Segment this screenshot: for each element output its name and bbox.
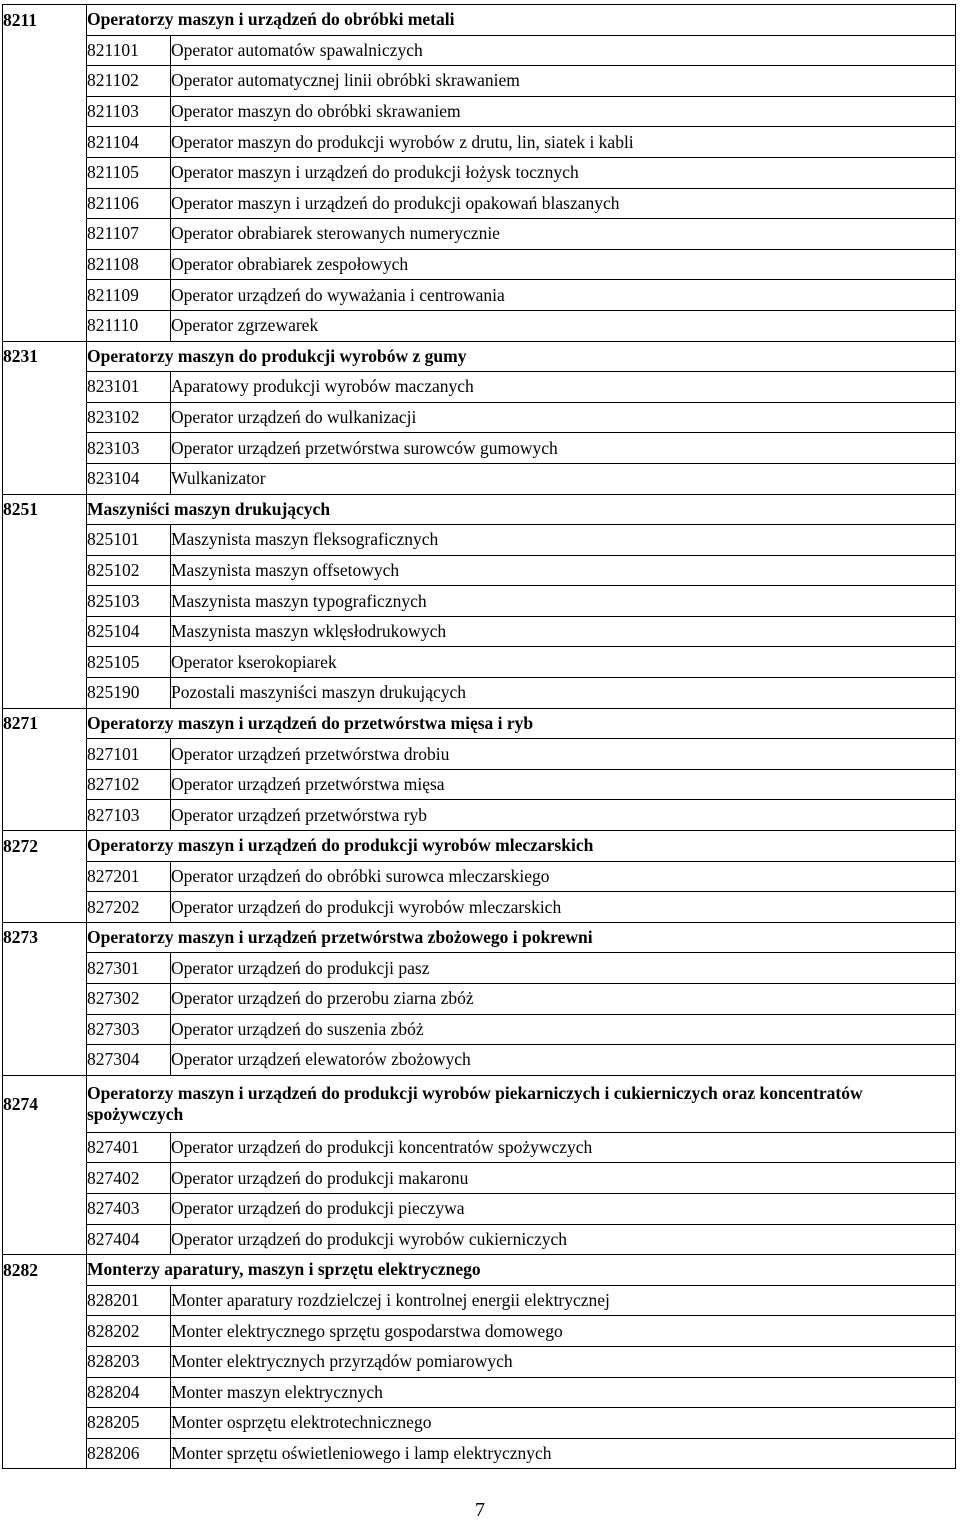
occupation-row [3, 433, 956, 464]
indent-cell [3, 96, 87, 127]
indent-cell [3, 739, 87, 770]
occupation-name: Maszynista maszyn fleksograficznych [171, 525, 956, 556]
occupation-row [3, 769, 956, 800]
group-row [3, 5, 956, 36]
occupation-code: 825104 [87, 616, 171, 647]
indent-cell [3, 1346, 87, 1377]
occupation-row [3, 647, 956, 678]
occupation-row [3, 310, 956, 341]
group-title: Operatorzy maszyn i urządzeń do produkcji wyrobów mleczarskich [87, 831, 956, 862]
group-row [3, 708, 956, 739]
indent-cell [3, 800, 87, 831]
occupation-row [3, 1224, 956, 1255]
occupation-row [3, 1346, 956, 1377]
occupation-row [3, 157, 956, 188]
occupation-code: 827404 [87, 1224, 171, 1255]
occupation-name: Maszynista maszyn typograficznych [171, 586, 956, 617]
occupation-name: Operator maszyn i urządzeń do produkcji łożysk tocznych [171, 157, 956, 188]
occupation-row [3, 1045, 956, 1076]
occupation-name: Operator urządzeń przetwórstwa ryb [171, 800, 956, 831]
occupation-name: Operator zgrzewarek [171, 310, 956, 341]
occupation-name: Operator maszyn do obróbki skrawaniem [171, 96, 956, 127]
occupation-row [3, 892, 956, 923]
occupation-name: Wulkanizator [171, 463, 956, 494]
occupation-name: Pozostali maszyniści maszyn drukujących [171, 678, 956, 709]
occupation-row [3, 35, 956, 66]
occupation-code: 821108 [87, 249, 171, 280]
occupation-name: Operator obrabiarek sterowanych numerycznie [171, 219, 956, 250]
occupation-name: Operator maszyn do produkcji wyrobów z drutu, lin, siatek i kabli [171, 127, 956, 158]
indent-cell [3, 525, 87, 556]
occupation-name: Operator urządzeń do produkcji makaronu [171, 1163, 956, 1194]
occupation-code: 821105 [87, 157, 171, 188]
indent-cell [3, 66, 87, 97]
occupation-name: Maszynista maszyn offsetowych [171, 555, 956, 586]
indent-cell [3, 402, 87, 433]
indent-cell [3, 280, 87, 311]
occupation-code: 821102 [87, 66, 171, 97]
group-title: Operatorzy maszyn i urządzeń do obróbki metali [87, 5, 956, 36]
occupation-row [3, 1132, 956, 1163]
indent-cell [3, 1316, 87, 1347]
occupation-code: 827401 [87, 1132, 171, 1163]
occupation-row [3, 555, 956, 586]
occupation-code-table [2, 4, 956, 1469]
occupation-code: 821110 [87, 310, 171, 341]
occupation-code: 825105 [87, 647, 171, 678]
group-code: 8271 [3, 708, 87, 739]
occupation-row [3, 1408, 956, 1439]
occupation-code: 827202 [87, 892, 171, 923]
occupation-code: 821106 [87, 188, 171, 219]
group-row [3, 922, 956, 953]
occupation-code: 825102 [87, 555, 171, 586]
occupation-row [3, 1377, 956, 1408]
group-row [3, 494, 956, 525]
occupation-name: Monter osprzętu elektrotechnicznego [171, 1408, 956, 1439]
group-title: Operatorzy maszyn i urządzeń do przetwórstwa mięsa i ryb [87, 708, 956, 739]
group-code: 8211 [3, 5, 87, 36]
occupation-row [3, 249, 956, 280]
occupation-name: Monter elektrycznych przyrządów pomiarowych [171, 1346, 956, 1377]
occupation-name: Operator urządzeń do suszenia zbóż [171, 1014, 956, 1045]
indent-cell [3, 1193, 87, 1224]
occupation-code: 827304 [87, 1045, 171, 1076]
indent-cell [3, 616, 87, 647]
group-code: 8282 [3, 1255, 87, 1286]
group-title: Monterzy aparatury, maszyn i sprzętu elektrycznego [87, 1255, 956, 1286]
occupation-code: 821104 [87, 127, 171, 158]
occupation-name: Operator urządzeń przetwórstwa surowców gumowych [171, 433, 956, 464]
occupation-row [3, 188, 956, 219]
occupation-name: Operator automatów spawalniczych [171, 35, 956, 66]
group-row [3, 831, 956, 862]
group-title: Maszyniści maszyn drukujących [87, 494, 956, 525]
occupation-name: Operator urządzeń do przerobu ziarna zbóż [171, 984, 956, 1015]
occupation-row [3, 127, 956, 158]
occupation-row [3, 66, 956, 97]
occupation-row [3, 96, 956, 127]
group-title: Operatorzy maszyn do produkcji wyrobów z gumy [87, 341, 956, 372]
indent-cell [3, 1377, 87, 1408]
indent-cell [3, 433, 87, 464]
occupation-code: 827301 [87, 953, 171, 984]
group-code: 8274 [3, 1075, 87, 1132]
occupation-name: Operator urządzeń do produkcji wyrobów mleczarskich [171, 892, 956, 923]
occupation-row [3, 463, 956, 494]
occupation-name: Monter maszyn elektrycznych [171, 1377, 956, 1408]
occupation-name: Operator urządzeń elewatorów zbożowych [171, 1045, 956, 1076]
occupation-row [3, 525, 956, 556]
occupation-row [3, 1014, 956, 1045]
occupation-code: 828202 [87, 1316, 171, 1347]
occupation-code: 828204 [87, 1377, 171, 1408]
group-row [3, 341, 956, 372]
occupation-code: 825190 [87, 678, 171, 709]
indent-cell [3, 127, 87, 158]
occupation-name: Operator maszyn i urządzeń do produkcji opakowań blaszanych [171, 188, 956, 219]
group-title: Operatorzy maszyn i urządzeń do produkcji wyrobów piekarniczych i cukierniczych oraz koncentratów spożywczych [87, 1075, 956, 1132]
group-row [3, 1075, 956, 1132]
occupation-code: 821107 [87, 219, 171, 250]
occupation-name: Monter elektrycznego sprzętu gospodarstwa domowego [171, 1316, 956, 1347]
occupation-code: 821109 [87, 280, 171, 311]
occupation-name: Operator urządzeń do produkcji wyrobów cukierniczych [171, 1224, 956, 1255]
occupation-row [3, 586, 956, 617]
occupation-code: 827403 [87, 1193, 171, 1224]
occupation-code: 827303 [87, 1014, 171, 1045]
group-code: 8231 [3, 341, 87, 372]
occupation-code: 828203 [87, 1346, 171, 1377]
occupation-code: 823104 [87, 463, 171, 494]
occupation-row [3, 984, 956, 1015]
indent-cell [3, 1408, 87, 1439]
occupation-code: 827101 [87, 739, 171, 770]
indent-cell [3, 1132, 87, 1163]
occupation-name: Operator kserokopiarek [171, 647, 956, 678]
indent-cell [3, 769, 87, 800]
occupation-code: 821101 [87, 35, 171, 66]
occupation-row [3, 1193, 956, 1224]
occupation-name: Operator urządzeń do produkcji pieczywa [171, 1193, 956, 1224]
occupation-code: 827201 [87, 861, 171, 892]
indent-cell [3, 219, 87, 250]
occupation-row [3, 402, 956, 433]
indent-cell [3, 555, 87, 586]
occupation-name: Operator urządzeń przetwórstwa drobiu [171, 739, 956, 770]
indent-cell [3, 463, 87, 494]
indent-cell [3, 861, 87, 892]
occupation-name: Operator urządzeń do wyważania i centrowania [171, 280, 956, 311]
indent-cell [3, 586, 87, 617]
occupation-row [3, 616, 956, 647]
occupation-row [3, 1316, 956, 1347]
occupation-code: 825103 [87, 586, 171, 617]
occupation-code: 823101 [87, 372, 171, 403]
occupation-name: Operator automatycznej linii obróbki skrawaniem [171, 66, 956, 97]
indent-cell [3, 984, 87, 1015]
occupation-row [3, 678, 956, 709]
indent-cell [3, 249, 87, 280]
occupation-code: 827102 [87, 769, 171, 800]
occupation-code: 828201 [87, 1285, 171, 1316]
occupation-row [3, 280, 956, 311]
indent-cell [3, 1014, 87, 1045]
occupation-code: 821103 [87, 96, 171, 127]
indent-cell [3, 372, 87, 403]
occupation-row [3, 1285, 956, 1316]
group-code: 8273 [3, 922, 87, 953]
indent-cell [3, 188, 87, 219]
occupation-row [3, 1438, 956, 1469]
indent-cell [3, 1163, 87, 1194]
occupation-name: Operator urządzeń do produkcji koncentratów spożywczych [171, 1132, 956, 1163]
group-title: Operatorzy maszyn i urządzeń przetwórstwa zbożowego i pokrewni [87, 922, 956, 953]
occupation-row [3, 800, 956, 831]
occupation-name: Operator urządzeń do obróbki surowca mleczarskiego [171, 861, 956, 892]
occupation-name: Operator urządzeń do wulkanizacji [171, 402, 956, 433]
indent-cell [3, 1224, 87, 1255]
indent-cell [3, 953, 87, 984]
occupation-name: Operator urządzeń do produkcji pasz [171, 953, 956, 984]
occupation-row [3, 739, 956, 770]
group-code: 8251 [3, 494, 87, 525]
occupation-code: 823102 [87, 402, 171, 433]
occupation-name: Monter aparatury rozdzielczej i kontrolnej energii elektrycznej [171, 1285, 956, 1316]
group-row [3, 1255, 956, 1286]
indent-cell [3, 1045, 87, 1076]
occupation-code: 825101 [87, 525, 171, 556]
page-number: 7 [475, 1499, 485, 1521]
group-code: 8272 [3, 831, 87, 862]
occupation-row [3, 1163, 956, 1194]
occupation-name: Operator obrabiarek zespołowych [171, 249, 956, 280]
occupation-name: Maszynista maszyn wklęsłodrukowych [171, 616, 956, 647]
occupation-code: 827402 [87, 1163, 171, 1194]
occupation-code: 823103 [87, 433, 171, 464]
occupation-code: 828206 [87, 1438, 171, 1469]
indent-cell [3, 1285, 87, 1316]
indent-cell [3, 892, 87, 923]
occupation-row [3, 953, 956, 984]
occupation-name: Operator urządzeń przetwórstwa mięsa [171, 769, 956, 800]
indent-cell [3, 1438, 87, 1469]
occupation-row [3, 372, 956, 403]
occupation-code: 828205 [87, 1408, 171, 1439]
indent-cell [3, 157, 87, 188]
occupation-row [3, 219, 956, 250]
indent-cell [3, 647, 87, 678]
occupation-code: 827302 [87, 984, 171, 1015]
indent-cell [3, 678, 87, 709]
indent-cell [3, 35, 87, 66]
occupation-name: Aparatowy produkcji wyrobów maczanych [171, 372, 956, 403]
occupation-row [3, 861, 956, 892]
occupation-name: Monter sprzętu oświetleniowego i lamp elektrycznych [171, 1438, 956, 1469]
occupation-code: 827103 [87, 800, 171, 831]
indent-cell [3, 310, 87, 341]
